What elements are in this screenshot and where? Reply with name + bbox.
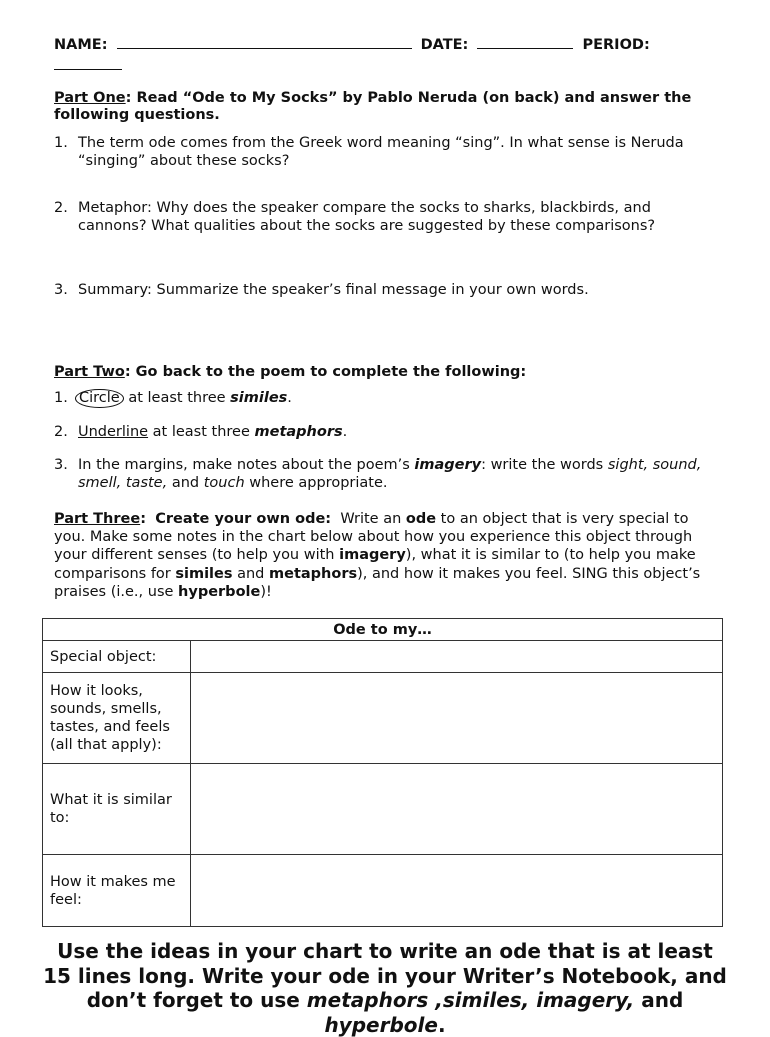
part-two-title: Part Two [54,364,125,380]
question-number: 2. [54,200,68,216]
part-one-question-2 [54,199,724,235]
chart-row [43,855,723,927]
part-three-paragraph [54,510,714,601]
part-one-intro: : Read “Ode to My Socks” by Pablo Neruda (on back) and answer the following questions. [54,90,692,123]
part-two-item-2 [54,423,724,441]
item-text: at least three [148,424,255,440]
question-text: The term ode comes from the Greek word meaning “sing”. In what sense is Neruda “singing” about these socks? [78,135,684,169]
text: to an object that is very special to you. Make some notes in the chart below about how you experience this object through your different senses (to help you with [54,511,693,564]
special-object-cell[interactable] [191,641,723,673]
part-one-title: Part One [54,90,126,106]
question-number: 3. [54,282,68,298]
part-one-question-3 [54,281,724,299]
part-three-intro: Create your own ode: [155,511,332,527]
period-blank[interactable] [54,55,122,70]
bold-imagery: imagery [339,547,406,564]
similar-to-cell[interactable] [191,764,723,855]
row-label: Special object: [43,641,191,673]
colon: : [140,511,146,527]
footer-instruction [40,939,730,1037]
part-two-heading [54,364,724,381]
part-one-heading [54,90,724,124]
item-text-post: where appropriate. [244,475,388,491]
chart-row [43,764,723,855]
item-number: 2. [54,424,68,440]
footer-end: . [437,1012,446,1037]
text: )! [260,583,272,600]
date-label: DATE: [420,37,469,53]
chart-row [43,641,723,673]
item-text: In the margins, make notes about the poem’s [78,457,415,473]
footer-and: and [634,988,684,1012]
period-label: PERIOD: [582,37,650,53]
part-two-item-1 [54,389,724,408]
item-text-mid: : write the words [481,457,608,473]
bold-ode: ode [405,511,437,527]
part-one-question-1 [54,134,724,170]
ode-chart [42,618,723,927]
text: ), what it is similar to (to help you make comparisons for [54,547,696,582]
chart-row [43,673,723,764]
touch-word: touch [203,475,245,491]
item-end: . [287,390,292,406]
bold-hyperbole: hyperbole [178,583,261,600]
similes-term: similes [230,390,288,406]
underline-word: Underline [78,424,149,440]
name-label: NAME: [54,37,108,53]
bold-similes: similes [175,565,233,582]
bold-metaphors: metaphors [269,565,358,582]
item-and: and [167,475,204,491]
footer-text: Use the ideas in your chart to write an ode that is at least 15 lines long. Write your ode in your Writer’s Notebook, and don’t forget to use [43,939,727,1012]
metaphors-term: metaphors [254,424,343,440]
question-text: Summary: Summarize the speaker’s final message in your own words. [78,282,589,298]
row-label: How it makes me feel: [43,855,191,927]
text: ), and how it makes you feel. SING this object’s praises (i.e., use [54,565,701,600]
senses-cell[interactable] [191,673,723,764]
part-two-item-3 [54,456,724,492]
part-three-title: Part Three [54,511,141,527]
text: and [232,565,269,582]
item-number: 1. [54,390,68,406]
footer-terms: metaphors ,similes, imagery, [306,988,635,1012]
imagery-term: imagery [414,457,482,473]
date-blank[interactable] [477,34,573,49]
text: Write an [340,511,406,527]
item-number: 3. [54,457,68,473]
row-label: What it is similar to: [43,764,191,855]
senses-list: sight, sound, smell, taste, [78,457,702,491]
header-fields [54,34,734,76]
feelings-cell[interactable] [191,855,723,927]
chart-title: Ode to my… [43,619,723,641]
part-two-intro: : Go back to the poem to complete the following: [124,364,527,380]
item-end: . [342,424,348,440]
circle-word: Circle [75,389,124,408]
question-number: 1. [54,135,68,151]
item-text: at least three [123,390,231,406]
question-text: Metaphor: Why does the speaker compare the socks to sharks, blackbirds, and cannons? What qualities about the socks are suggested by these comparisons? [78,200,656,234]
row-label: How it looks, sounds, smells, tastes, and feels (all that apply): [43,673,191,764]
name-blank[interactable] [117,34,412,49]
footer-hyperbole: hyperbole [324,1012,438,1037]
